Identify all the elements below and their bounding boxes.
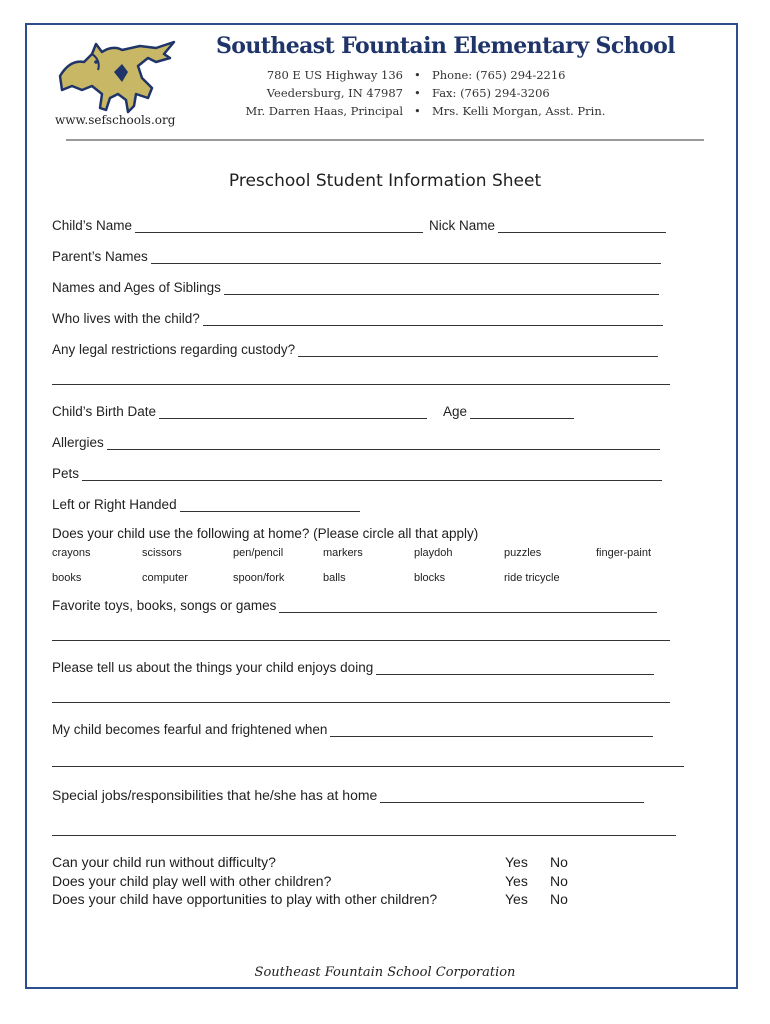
footer-text: Southeast Fountain School Corporation xyxy=(254,965,516,980)
no-option-play-well[interactable]: No xyxy=(550,873,568,889)
question-play-well: Does your child play well with other children? xyxy=(52,873,332,889)
allergies-label: Allergies xyxy=(52,435,104,450)
website-url: www.sefschools.org xyxy=(55,113,176,127)
no-option-run[interactable]: No xyxy=(550,854,568,870)
fearful-label: My child becomes fearful and frightened when xyxy=(52,722,328,737)
asst-principal: Mrs. Kelli Morgan, Asst. Prin. xyxy=(432,104,606,118)
enjoys-row xyxy=(52,657,654,675)
bullet: • xyxy=(414,86,421,100)
age-field[interactable] xyxy=(470,405,574,419)
handed-row xyxy=(52,494,360,512)
bullet: • xyxy=(414,68,421,82)
childs-name-row xyxy=(52,215,666,233)
option-crayons[interactable]: crayons xyxy=(52,547,91,559)
principal: Mr. Darren Haas, Principal xyxy=(245,104,403,118)
form-title: Preschool Student Information Sheet xyxy=(228,171,542,191)
custody-row xyxy=(52,339,658,357)
custody-field-continued[interactable] xyxy=(52,383,670,385)
handed-field[interactable] xyxy=(180,498,360,512)
option-blocks[interactable]: blocks xyxy=(414,572,446,584)
handed-label: Left or Right Handed xyxy=(52,497,177,512)
jobs-field-continued[interactable] xyxy=(52,834,676,836)
pets-row xyxy=(52,463,662,481)
allergies-row xyxy=(52,432,660,450)
option-finger-paint[interactable]: finger-paint xyxy=(596,547,652,559)
option-ride-tricycle[interactable]: ride tricycle xyxy=(504,572,560,584)
yes-option-play-well[interactable]: Yes xyxy=(505,873,528,889)
pets-label: Pets xyxy=(52,466,80,481)
allergies-field[interactable] xyxy=(107,436,660,450)
fearful-field-continued[interactable] xyxy=(52,765,684,767)
jobs-label: Special jobs/responsibilities that he/she has at home xyxy=(52,787,378,803)
lives-with-row xyxy=(52,308,663,326)
bullet: • xyxy=(414,104,421,118)
option-scissors[interactable]: scissors xyxy=(142,547,182,559)
favorites-field-continued[interactable] xyxy=(52,639,670,641)
parents-names-field[interactable] xyxy=(151,250,661,264)
nick-name-label: Nick Name xyxy=(429,218,496,233)
favorites-field[interactable] xyxy=(279,599,657,613)
phone: Phone: (765) 294-2216 xyxy=(432,68,566,82)
school-name: Southeast Fountain Elementary School xyxy=(216,33,675,59)
question-opportunities: Does your child have opportunities to play with other children? xyxy=(52,891,438,907)
fearful-field[interactable] xyxy=(330,723,653,737)
parents-names-label: Parent’s Names xyxy=(52,249,148,264)
option-spoon-fork[interactable]: spoon/fork xyxy=(233,572,285,584)
mustang-horse-icon xyxy=(52,36,182,116)
yes-option-opportunities[interactable]: Yes xyxy=(505,891,528,907)
siblings-row xyxy=(52,277,659,295)
fearful-row xyxy=(52,719,653,737)
birth-date-field[interactable] xyxy=(159,405,427,419)
lives-with-field[interactable] xyxy=(203,312,663,326)
parents-names-row xyxy=(52,246,661,264)
favorites-label: Favorite toys, books, songs or games xyxy=(52,598,277,613)
header-divider xyxy=(66,139,704,141)
pets-field[interactable] xyxy=(82,467,662,481)
enjoys-label: Please tell us about the things your child enjoys doing xyxy=(52,660,374,675)
fax: Fax: (765) 294-3206 xyxy=(432,86,550,100)
lives-with-label: Who lives with the child? xyxy=(52,311,200,326)
siblings-field[interactable] xyxy=(224,281,659,295)
birth-date-row xyxy=(52,401,574,419)
no-option-opportunities[interactable]: No xyxy=(550,891,568,907)
option-playdoh[interactable]: playdoh xyxy=(414,547,453,559)
custody-field[interactable] xyxy=(298,343,658,357)
address-line2: Veedersburg, IN 47987 xyxy=(266,86,403,100)
jobs-field[interactable] xyxy=(380,789,644,803)
option-pen-pencil[interactable]: pen/pencil xyxy=(233,547,284,559)
option-markers[interactable]: markers xyxy=(323,547,363,559)
childs-name-field[interactable] xyxy=(135,219,423,233)
enjoys-field-continued[interactable] xyxy=(52,701,670,703)
option-computer[interactable]: computer xyxy=(142,572,188,584)
option-balls[interactable]: balls xyxy=(323,572,346,584)
option-books[interactable]: books xyxy=(52,572,82,584)
address-line1: 780 E US Highway 136 xyxy=(266,68,403,82)
childs-name-label: Child’s Name xyxy=(52,218,133,233)
age-label: Age xyxy=(443,404,468,419)
birth-date-label: Child’s Birth Date xyxy=(52,404,157,419)
favorites-row xyxy=(52,595,657,613)
use-at-home-label: Does your child use the following at home? (Please circle all that apply) xyxy=(52,526,479,541)
question-run: Can your child run without difficulty? xyxy=(52,854,276,870)
siblings-label: Names and Ages of Siblings xyxy=(52,280,221,295)
custody-label: Any legal restrictions regarding custody? xyxy=(52,342,296,357)
nick-name-field[interactable] xyxy=(498,219,666,233)
enjoys-field[interactable] xyxy=(376,661,654,675)
yes-option-run[interactable]: Yes xyxy=(505,854,528,870)
option-puzzles[interactable]: puzzles xyxy=(504,547,542,559)
jobs-row xyxy=(52,785,644,803)
